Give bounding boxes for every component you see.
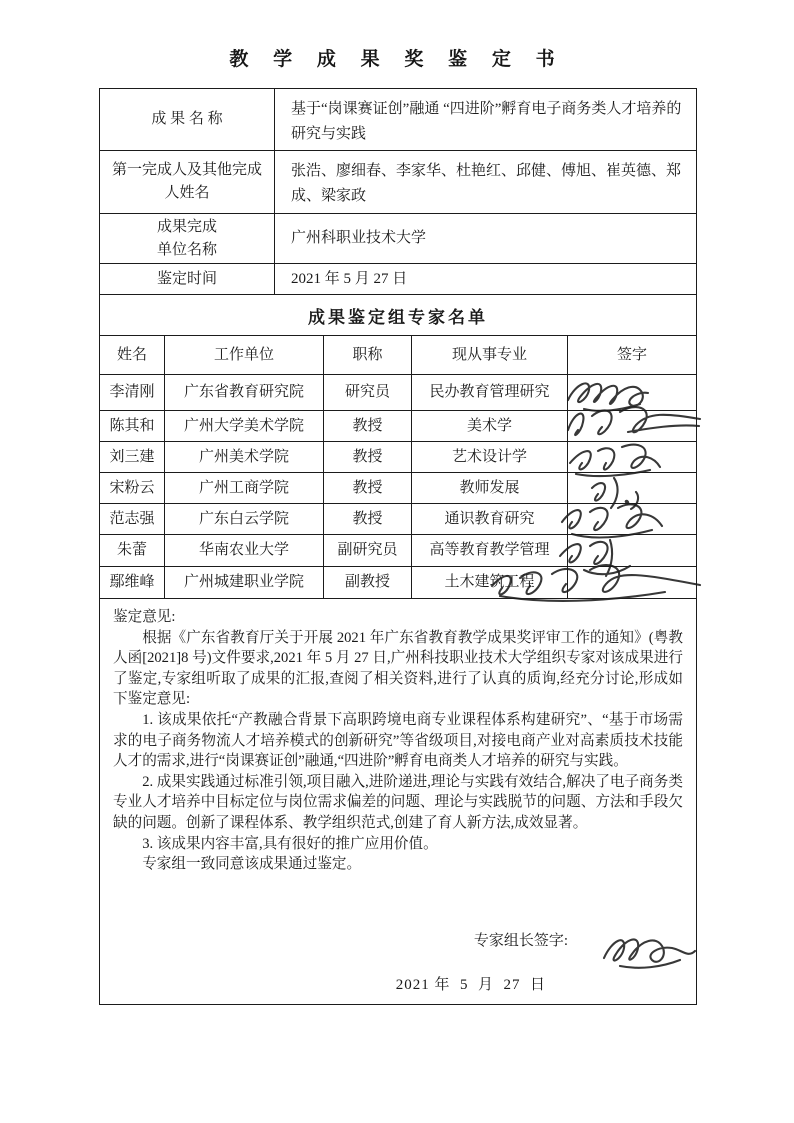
expert-table-row	[100, 375, 696, 411]
expert-table-row	[100, 535, 696, 567]
col-header-unit: 工作单位	[165, 336, 324, 374]
opinion-heading: 鉴定意见:	[113, 609, 176, 625]
expert-table-row	[100, 442, 696, 473]
info-label: 鉴定时间	[100, 264, 275, 294]
expert-title-cell: 研究员	[324, 375, 412, 410]
expert-table-row	[100, 504, 696, 535]
expert-field-cell: 教师发展	[412, 473, 568, 503]
expert-title-cell: 教授	[324, 442, 412, 472]
expert-unit-cell: 广州工商学院	[165, 473, 324, 503]
expert-table-row	[100, 411, 696, 442]
appraisal-opinion-cell	[100, 599, 696, 1004]
opinion-paragraph: 2. 成果实践通过标准引领,项目融入,进阶递进,理论与实践有效结合,解决了电子商务类专业人才培养中目标定位与岗位需求偏差的问题、理论与实践脱节的问题、方法和手段欠缺的问题。创新了课程体系、教学组织范式,创建了育人新方法,成效显著。	[113, 773, 683, 831]
leader-signature-label: 专家组长签字:	[473, 933, 568, 949]
experts-header-row	[100, 336, 696, 375]
expert-table-row	[100, 567, 696, 599]
info-value: 广州科职业技术大学	[291, 230, 427, 246]
info-row-date	[100, 264, 696, 295]
expert-title-cell: 副教授	[324, 567, 412, 598]
expert-unit-cell: 广州美术学院	[165, 442, 324, 472]
expert-name-cell: 陈其和	[100, 411, 165, 441]
expert-field-cell: 民办教育管理研究	[412, 375, 568, 410]
expert-field-cell: 艺术设计学	[412, 442, 568, 472]
expert-unit-cell: 广东白云学院	[165, 504, 324, 534]
expert-field-cell: 高等教育教学管理	[412, 535, 568, 566]
expert-signature-cell	[568, 473, 696, 503]
info-value: 张浩、廖细春、李家华、杜艳红、邱健、傅旭、崔英德、郑成、梁家政	[291, 163, 682, 204]
page-title: 教 学 成 果 奖 鉴 定 书	[229, 49, 565, 70]
expert-field-cell: 通识教育研究	[412, 504, 568, 534]
expert-table-row	[100, 473, 696, 504]
expert-name-cell: 刘三建	[100, 442, 165, 472]
expert-field-cell: 土木建筑工程	[412, 567, 568, 598]
expert-field-cell: 美术学	[412, 411, 568, 441]
info-label: 第一完成人及其他完成人姓名	[100, 151, 275, 213]
expert-unit-cell: 广州城建职业学院	[165, 567, 324, 598]
appraisal-form	[99, 88, 697, 1005]
info-row-unit	[100, 214, 696, 264]
col-header-field: 现从事专业	[412, 336, 568, 374]
opinion-paragraph: 根据《广东省教育厅关于开展 2021 年广东省教育教学成果奖评审工作的通知》(粤教人函[2021]8 号)文件要求,2021 年 5 月 27 日,广州科技职业技术大学组织专家对该成果进行了鉴定,专家组听取了成果的汇报,查阅了相关资料,进行了认真的质询,经充分讨论,形成如下鉴定意见:	[113, 629, 683, 708]
info-value: 2021 年 5 月 27 日	[291, 270, 408, 287]
expert-signature-cell	[568, 535, 696, 566]
expert-name-cell: 李清刚	[100, 375, 165, 410]
opinion-paragraph: 3. 该成果内容丰富,具有很好的推广应用价值。	[142, 835, 438, 852]
expert-signature-cell	[568, 504, 696, 534]
experts-section-title: 成果鉴定组专家名单	[100, 295, 696, 336]
expert-title-cell: 副研究员	[324, 535, 412, 566]
expert-title-cell: 教授	[324, 411, 412, 441]
expert-unit-cell: 广州大学美术学院	[165, 411, 324, 441]
col-header-title: 职称	[324, 336, 412, 374]
opinion-paragraph: 专家组一致同意该成果通过鉴定。	[142, 856, 362, 873]
opinion-paragraph: 1. 该成果依托“产教融合背景下高职跨境电商专业课程体系构建研究”、“基于市场需求的电子商务物流人才培养模式的创新研究”等省级项目,对接电商产业对高素质技术技能人才的需求,进行“岗课赛证创”融通,“四进阶”孵育电商类人才培养的研究与实践。	[113, 711, 683, 770]
expert-name-cell: 鄢维峰	[100, 567, 165, 598]
expert-signature-cell	[568, 567, 696, 598]
info-label: 成 果 名 称	[100, 89, 275, 150]
expert-title-cell: 教授	[324, 504, 412, 534]
expert-unit-cell: 广东省教育研究院	[165, 375, 324, 410]
info-label: 成果完成单位名称	[100, 214, 275, 263]
expert-unit-cell: 华南农业大学	[165, 535, 324, 566]
expert-signature-cell	[568, 411, 696, 441]
experts-table-body	[100, 375, 696, 599]
expert-name-cell: 朱蕾	[100, 535, 165, 566]
col-header-signature: 签字	[616, 346, 647, 363]
col-header-name: 姓名	[100, 336, 165, 374]
expert-signature-cell	[568, 375, 696, 410]
expert-signature-cell	[568, 442, 696, 472]
appraisal-date: 2021 年 5 月 27 日	[395, 977, 546, 993]
expert-name-cell: 范志强	[100, 504, 165, 534]
expert-title-cell: 教授	[324, 473, 412, 503]
info-row-achievement-name	[100, 89, 696, 151]
expert-name-cell: 宋粉云	[100, 473, 165, 503]
info-row-completers	[100, 151, 696, 214]
info-value: 基于“岗课赛证创”融通 “四进阶”孵育电子商务类人才培养的研究与实践	[291, 101, 682, 142]
